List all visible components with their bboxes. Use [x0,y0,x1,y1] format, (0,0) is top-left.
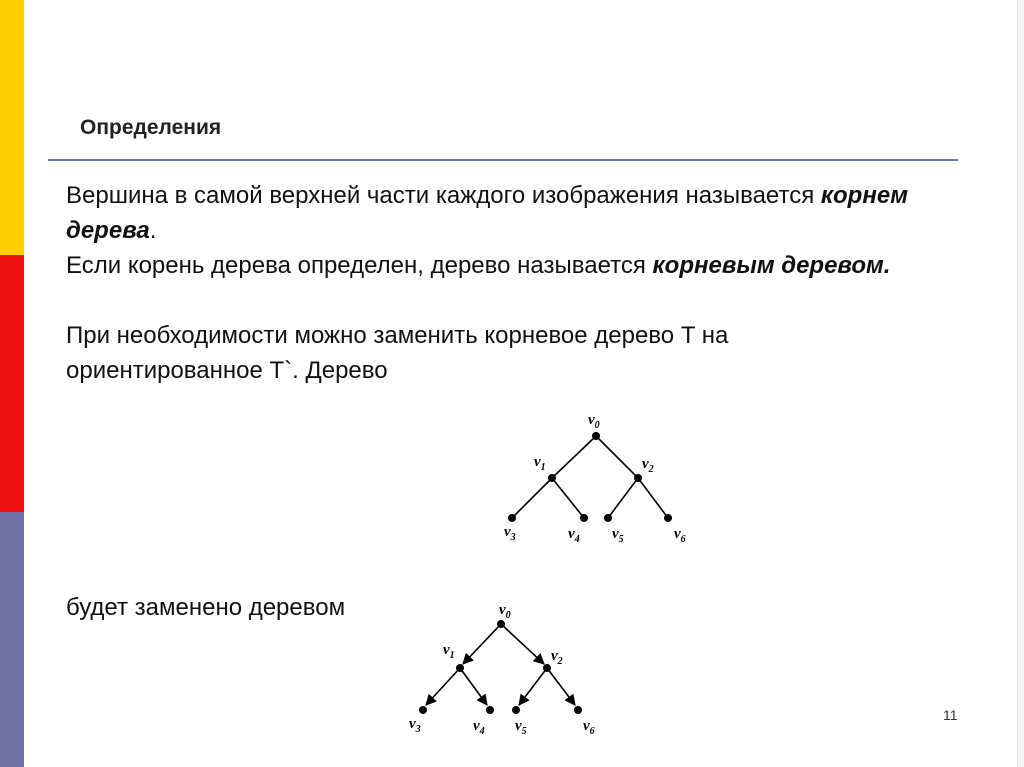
term-root: корнем дерева [66,182,908,244]
page-number: 11 [943,707,958,723]
tree-diagram-oriented [405,596,625,746]
label-v3: $v_3$ [409,716,421,735]
label-v6: $v_6$ [674,526,686,545]
label-v3: $v_3$ [504,524,516,543]
paragraph-rooted-tree [66,248,946,283]
label-v0: $v_0$ [588,412,600,431]
slide-title: Определения [80,116,222,139]
node-v2 [634,474,642,482]
edge-v1-v4 [552,478,584,518]
label-v1: $v_1$ [534,454,546,473]
node-v4 [486,706,494,714]
arc-v1-v3 [426,668,460,705]
tree-diagram-undirected [490,400,710,550]
accent-strip-yellow [0,0,24,255]
node-v4 [580,514,588,522]
edge-v0-v1 [552,436,596,478]
edge-v2-v5 [608,478,638,518]
node-v5 [604,514,612,522]
label-v4: $v_4$ [473,718,485,737]
arc-v1-v4 [460,668,487,705]
accent-strip-red [0,255,24,512]
label-v5: $v_5$ [612,526,624,545]
node-v6 [664,514,672,522]
paragraph-oriented-tree: При необходимости можно заменить корневое дерево T на ориентированное T`. Дерево [66,322,729,384]
node-v5 [512,706,520,714]
term-rooted-tree: корневым деревом. [652,252,891,279]
label-v0: $v_0$ [499,602,511,621]
title-divider [48,159,958,161]
slide-edge [1017,0,1024,767]
paragraph-root-definition [66,178,946,248]
node-v6 [574,706,582,714]
label-v4: $v_4$ [568,526,580,545]
edge-v2-v6 [638,478,668,518]
edge-v0-v2 [596,436,638,478]
paragraph-replaced: будет заменено деревом [66,594,346,621]
label-v1: $v_1$ [443,642,455,661]
node-v3 [508,514,516,522]
arc-v0-v2 [501,624,544,664]
node-v2 [543,664,551,672]
arc-v2-v6 [547,668,575,705]
arc-v2-v5 [519,668,547,705]
edge-v1-v3 [512,478,552,518]
node-v0 [592,432,600,440]
node-v3 [419,706,427,714]
label-v5: $v_5$ [515,718,527,737]
node-v1 [456,664,464,672]
text-span: . [149,217,157,244]
node-v1 [548,474,556,482]
arc-v0-v1 [463,624,501,664]
label-v2: $v_2$ [642,456,654,475]
slide-body [66,178,946,388]
text-span: Если корень дерева определен, дерево называется [66,252,653,279]
accent-strip-blue [0,512,24,767]
label-v2: $v_2$ [551,648,563,667]
text-span: Вершина в самой верхней части каждого изображения называется [66,182,821,209]
label-v6: $v_6$ [583,718,595,737]
node-v0 [497,620,505,628]
